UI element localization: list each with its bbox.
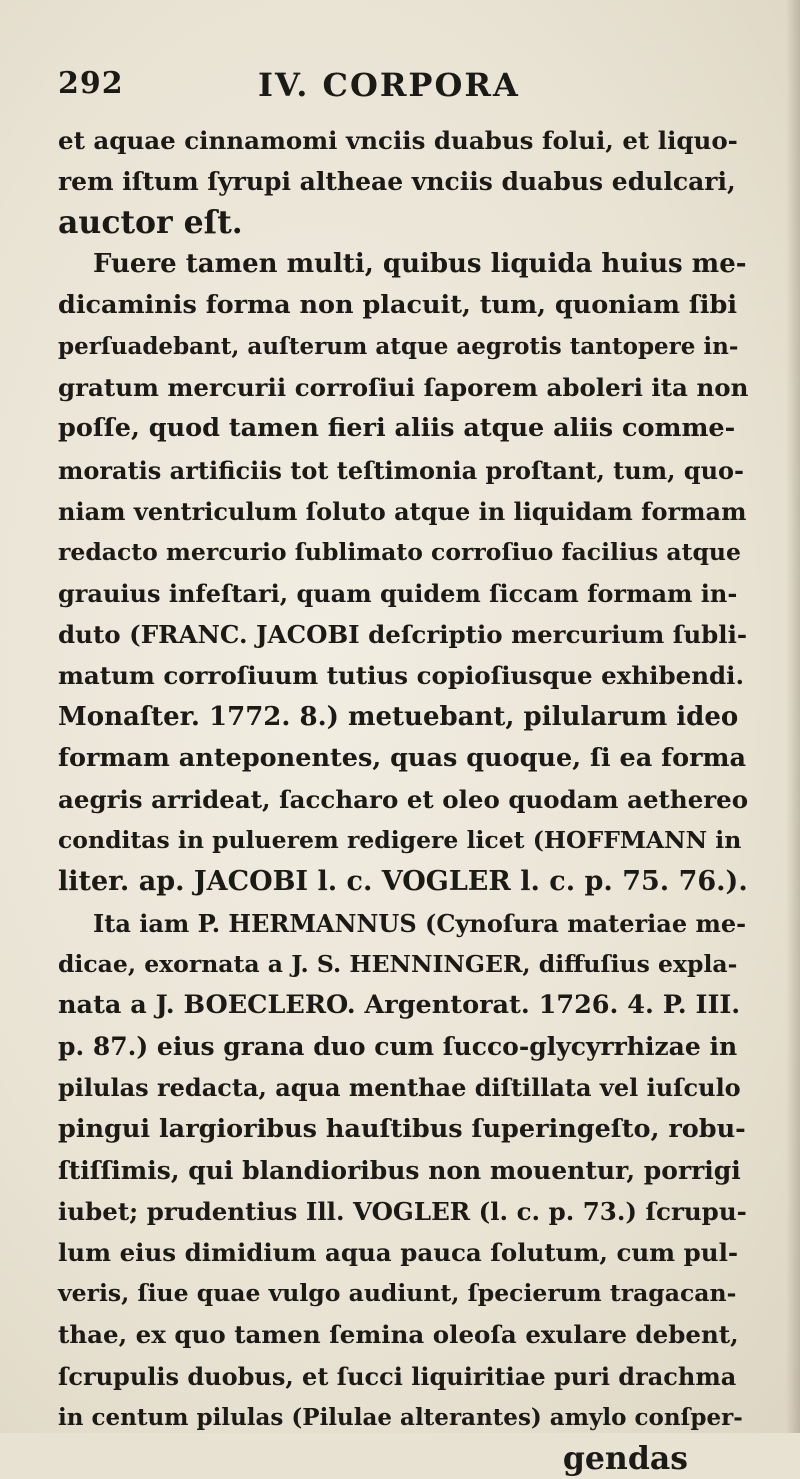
- text-line: pingui largioribus hauſtibus ſuperingeſto, robu-: [58, 1113, 746, 1144]
- text-line: duto (FRANC. JACOBI deſcriptio mercurium ſubli-: [58, 620, 748, 650]
- text-line: p. 87.) eius grana duo cum ſucco-glycyrrhizae in: [58, 1032, 738, 1062]
- text-line: perſuadebant, auſterum atque aegrotis tantopere in-: [58, 332, 739, 360]
- text-line: auctor eſt.: [58, 204, 243, 242]
- catchword: gendas: [562, 1440, 688, 1477]
- text-line: in centum pilulas (Pilulae alterantes) amylo conſper-: [58, 1403, 743, 1431]
- text-line: aegris arrideat, ſaccharo et oleo quodam aethereo: [58, 785, 749, 814]
- text-line: grauius infeſtari, quam quidem ſiccam formam in-: [58, 579, 738, 609]
- page-edge-shadow: [786, 0, 800, 1433]
- text-line: poſſe, quod tamen fieri aliis atque aliis comme-: [58, 413, 736, 444]
- text-line: liter. ap. JACOBI l. c. VOGLER l. c. p. 75. 76.).: [58, 866, 748, 898]
- text-line: redacto mercurio ſublimato corroſiuo facilius atque: [58, 537, 741, 566]
- text-line: Ita iam P. HERMANNUS (Cynoſura materiae me-: [93, 908, 747, 938]
- text-line: formam anteponentes, quas quoque, ſi ea forma: [58, 742, 747, 773]
- page-header: [58, 58, 740, 108]
- text-line: gratum mercurii corroſiui ſaporem aboleri ita non: [58, 373, 749, 403]
- text-line: Fuere tamen multi, quibus liquida huius me-: [93, 248, 747, 279]
- text-line: iubet; prudentius Ill. VOGLER (l. c. p. 73.) ſcrupu-: [58, 1196, 747, 1226]
- text-line: rem iſtum ſyrupi altheae vnciis duabus edulcari,: [58, 167, 736, 197]
- text-line: lum eius dimidium aqua pauca ſolutum, cum pul-: [58, 1238, 739, 1268]
- text-line: matum corroſiuum tutius copioſiusque exhibendi.: [58, 661, 744, 691]
- text-line: ſcrupulis duobus, et ſucci liquiritiae puri drachma: [58, 1361, 737, 1391]
- text-line: dicaminis forma non placuit, tum, quoniam ſibi: [58, 289, 737, 320]
- text-line: pilulas redacta, aqua menthae diſtillata vel iuſculo: [58, 1073, 741, 1103]
- text-line: dicae, exornata a J. S. HENNINGER, diffuſius expla-: [58, 949, 738, 978]
- running-head: IV. CORPORA: [258, 66, 520, 104]
- text-line: moratis artificiis tot teſtimonia proſtant, tum, quo-: [58, 455, 745, 485]
- text-line: conditas in puluerem redigere licet (HOFFMANN in: [58, 826, 742, 855]
- page-number: 292: [58, 66, 124, 101]
- body-text: [58, 120, 748, 1479]
- text-line: niam ventriculum ſoluto atque in liquidam formam: [58, 496, 747, 526]
- text-line: ſtiſſimis, qui blandioribus non mouentur, porrigi: [58, 1155, 741, 1185]
- text-line: thae, ex quo tamen ſemina oleoſa exulare debent,: [58, 1320, 739, 1350]
- text-line: veris, ſiue quae vulgo audiunt, ſpecierum tragacan-: [58, 1279, 737, 1308]
- text-line: nata a J. BOECLERO. Argentorat. 1726. 4. P. III.: [58, 989, 741, 1020]
- text-line: Monaſter. 1772. 8.) metuebant, pilularum ideo: [58, 701, 739, 732]
- text-line: et aquae cinnamomi vnciis duabus folui, et liquo-: [58, 126, 738, 155]
